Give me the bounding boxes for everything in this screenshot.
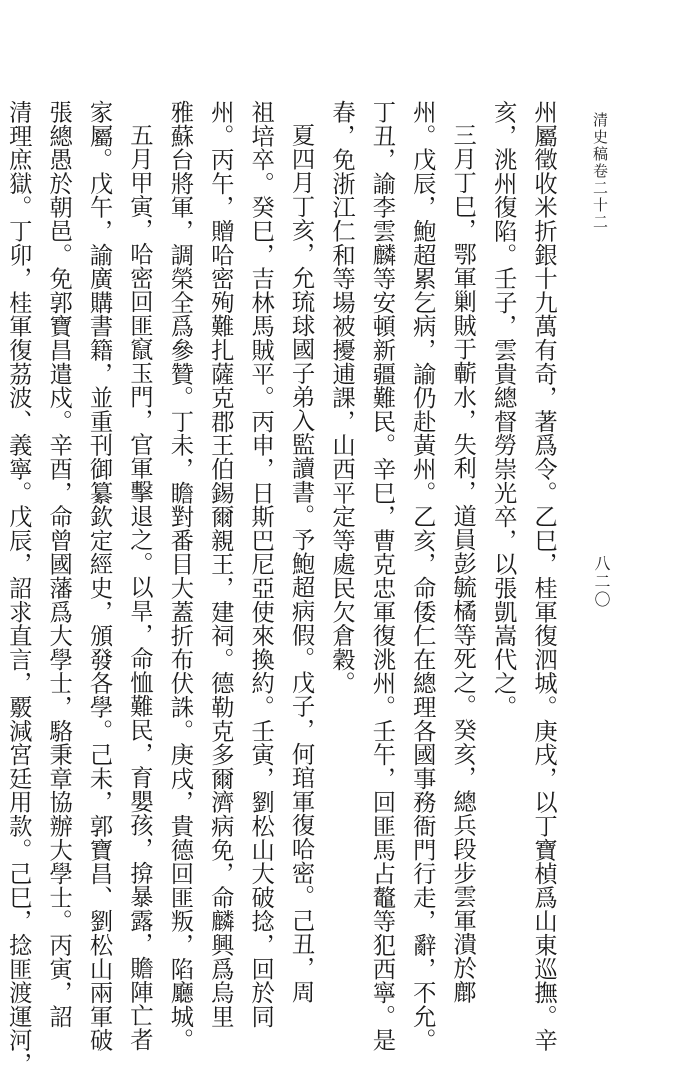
text-column: 亥，洮州復陷。壬子，雲貴總督勞崇光卒，以張凱嵩代之。 <box>489 100 517 719</box>
text-column: 州屬徵收米折銀十九萬有奇，著爲令。乙巳，桂軍復泗城。庚戌，以丁寶楨爲山東巡撫。辛 <box>530 100 557 1052</box>
text-column: 春，免浙江仁和等場被擾逋課，山西平定等處民欠倉穀。 <box>327 100 355 695</box>
text-column: 五月甲寅，哈密回匪竄玉門，官軍擊退之。以旱，命恤難民，育嬰孩，揜暴露，贍陣亡者 <box>125 123 153 1052</box>
text-column: 州。丙午，贈哈密殉難扎薩克郡王伯錫爾親王，建祠。德勒克多爾濟病免，命麟興爲烏里 <box>206 100 234 1029</box>
text-column: 家屬。戊午，諭廣購書籍，並重刊御纂欽定經史，頒發各學。己未，郭寶昌、劉松山兩軍破 <box>85 100 113 1052</box>
text-column: 張總愚於朝邑。免郭寶昌遣戍。辛酉，命曾國藩爲大學士，駱秉章協辦大學士。丙寅，詔 <box>45 100 73 1029</box>
text-column: 夏四月丁亥，允琉球國子弟入監讀書。予鮑超病假。戊子，何琯軍復哈密。己丑，周 <box>287 123 315 1004</box>
text-column: 三月丁巳，鄂軍剿賊于蘄水，失利，道員彭毓橘等死之。癸亥，總兵段步雲軍潰於鄜 <box>449 123 477 1004</box>
text-column: 丁丑，諭李雲麟等安頓新疆難民。辛巳，曹克忠軍復洮州。壬午，回匪馬占鼇等犯西寧。是 <box>368 100 396 1052</box>
main-text <box>4 100 563 1076</box>
page-number: 八二〇 <box>592 555 611 609</box>
text-column: 祖培卒。癸巳，吉林馬賊平。丙申，日斯巴尼亞使來換約。壬寅，劉松山大破捻，回於同 <box>247 100 275 1029</box>
text-column: 雅蘇台將軍，調榮全爲參贊。丁未，瞻對番目大蓋折布伏誅。庚戌，貴德回匪叛，陷廳城。 <box>166 100 194 1052</box>
text-column: 清理庶獄。丁卯，桂軍復茘波、義寧。戊辰，詔求直言，覈減宮廷用款。己巳，捻匪渡運河， <box>4 100 32 1076</box>
text-column: 州。戊辰，鮑超累乞病，諭仍赴黃州。乙亥，命倭仁在總理各國事務衙門行走，辭，不允。 <box>408 100 436 1052</box>
running-head-title: 清史稿卷二十二 <box>591 112 609 231</box>
